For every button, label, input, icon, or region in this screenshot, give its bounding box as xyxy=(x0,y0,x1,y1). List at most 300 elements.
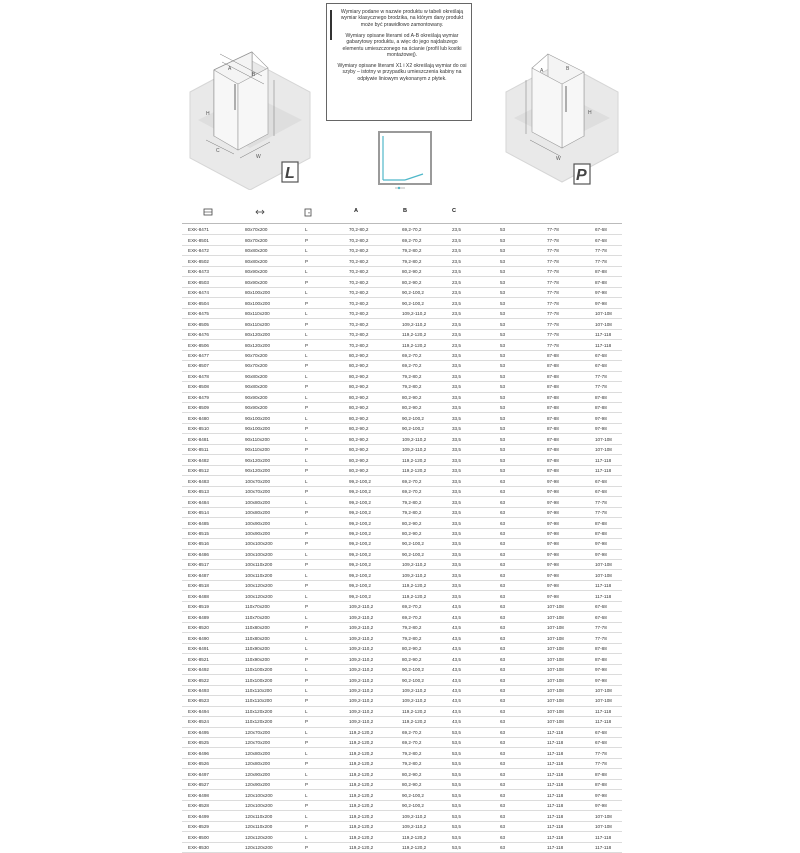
table-row xyxy=(182,298,622,308)
table-body xyxy=(182,225,622,853)
table-cell: 107-108 xyxy=(547,604,564,610)
table-row xyxy=(182,351,622,361)
table-cell: 53,5 xyxy=(452,845,461,851)
table-cell: 63 xyxy=(500,708,506,714)
table-cell: 43,5 xyxy=(452,688,461,694)
table-row xyxy=(182,560,622,570)
table-cell: 80x120x200 xyxy=(245,342,271,348)
table-cell: 79,2-80,2 xyxy=(402,510,422,516)
table-cell: 99,2-100,2 xyxy=(349,593,371,599)
table-cell: 109,2-110,2 xyxy=(349,604,374,610)
table-cell: EXK-8490 xyxy=(188,635,209,641)
table-row xyxy=(182,372,622,382)
table-cell: P xyxy=(305,824,309,830)
table-cell: 63 xyxy=(500,656,506,662)
table-cell: 117-118 xyxy=(595,719,612,725)
table-cell: 117-118 xyxy=(547,813,564,819)
table-cell: 79,2-80,2 xyxy=(402,625,422,631)
table-cell: 63 xyxy=(500,551,506,557)
table-cell: EXK-8479 xyxy=(188,394,209,400)
table-cell: 33,5 xyxy=(452,530,461,536)
table-cell: 67-68 xyxy=(595,729,607,735)
table-cell: EXK-8483 xyxy=(188,478,209,484)
shower-tray-icon xyxy=(203,208,213,218)
table-cell: 97-98 xyxy=(547,530,559,536)
table-cell: 63 xyxy=(500,489,506,495)
table-cell: 90,2-100,2 xyxy=(402,415,424,421)
table-cell: 90x90x200 xyxy=(245,405,268,411)
table-row xyxy=(182,340,622,350)
table-cell: P xyxy=(305,258,309,264)
table-cell: 117-118 xyxy=(547,824,564,830)
table-cell: 43,5 xyxy=(452,614,461,620)
table-cell: 79,2-80,2 xyxy=(402,258,422,264)
table-cell: EXK-8478 xyxy=(188,373,209,379)
table-cell: 109,2-110,2 xyxy=(402,824,427,830)
table-cell: 33,5 xyxy=(452,583,461,589)
table-row xyxy=(182,550,622,560)
table-cell: L xyxy=(305,729,308,735)
table-cell: P xyxy=(305,468,309,474)
table-cell: EXK-8521 xyxy=(188,656,209,662)
table-cell: 80,2-90,2 xyxy=(402,656,422,662)
table-cell: 90,2-100,2 xyxy=(402,290,424,296)
table-cell: 80,2-90,2 xyxy=(402,520,422,526)
table-cell: EXK-8526 xyxy=(188,761,209,767)
table-cell: 99,2-100,2 xyxy=(349,510,371,516)
table-cell: 70,2-80,2 xyxy=(349,237,369,243)
table-cell: 80,2-90,2 xyxy=(349,468,369,474)
table-cell: 70,2-80,2 xyxy=(349,258,369,264)
table-cell: EXK-8488 xyxy=(188,593,209,599)
table-cell: 97-98 xyxy=(547,562,559,568)
table-cell: EXK-8484 xyxy=(188,499,209,505)
table-cell: 107-108 xyxy=(547,688,564,694)
table-cell: 100x110x200 xyxy=(245,562,273,568)
table-cell: 117-118 xyxy=(547,792,564,798)
table-cell: EXK-8491 xyxy=(188,646,209,652)
table-row xyxy=(182,843,622,853)
table-cell: 100x100x200 xyxy=(245,551,273,557)
table-cell: 80,2-90,2 xyxy=(349,405,369,411)
label-c: C xyxy=(216,148,220,154)
table-row xyxy=(182,717,622,727)
table-row xyxy=(182,476,622,486)
table-cell: 80x70x200 xyxy=(245,237,268,243)
label-a-right: A xyxy=(540,68,544,74)
table-cell: 119,2-120,2 xyxy=(402,342,427,348)
dimensions-note xyxy=(326,3,472,121)
table-cell: 67-68 xyxy=(595,237,607,243)
table-cell: 79,2-80,2 xyxy=(402,499,422,505)
table-cell: 119,2-120,2 xyxy=(349,803,374,809)
table-cell: 109,2-110,2 xyxy=(349,677,374,683)
table-cell: EXK-8501 xyxy=(188,237,209,243)
table-cell: 69,2-70,2 xyxy=(402,353,422,359)
table-cell: 67-68 xyxy=(595,363,607,369)
table-cell: 67-68 xyxy=(595,478,607,484)
table-cell: EXK-8505 xyxy=(188,321,209,327)
table-cell: 63 xyxy=(500,520,506,526)
table-cell: 53,5 xyxy=(452,813,461,819)
table-cell: 33,5 xyxy=(452,562,461,568)
table-cell: 43,5 xyxy=(452,646,461,652)
table-cell: EXK-8506 xyxy=(188,342,209,348)
table-cell: 99,2-100,2 xyxy=(349,572,371,578)
table-cell: 53,5 xyxy=(452,824,461,830)
table-cell: EXK-8492 xyxy=(188,667,209,673)
table-row xyxy=(182,738,622,748)
table-cell: 53 xyxy=(500,447,506,453)
table-cell: 80,2-90,2 xyxy=(349,373,369,379)
table-cell: 53 xyxy=(500,248,506,254)
table-cell: 77-78 xyxy=(595,384,607,390)
table-cell: 90x70x200 xyxy=(245,353,268,359)
table-row xyxy=(182,633,622,643)
table-row xyxy=(182,256,622,266)
table-cell: 107-108 xyxy=(595,824,612,830)
table-row xyxy=(182,822,622,832)
table-cell: 90,2-100,2 xyxy=(402,541,424,547)
table-cell: 117-118 xyxy=(547,782,564,788)
table-cell: 70,2-80,2 xyxy=(349,290,369,296)
table-cell: 87-88 xyxy=(547,436,559,442)
table-cell: 67-68 xyxy=(595,604,607,610)
table-cell: L xyxy=(305,373,308,379)
table-cell: 53 xyxy=(500,227,506,233)
table-cell: 70,2-80,2 xyxy=(349,342,369,348)
table-cell: 63 xyxy=(500,572,506,578)
table-cell: 107-108 xyxy=(595,321,612,327)
table-cell: 97-98 xyxy=(547,583,559,589)
table-cell: 63 xyxy=(500,729,506,735)
table-cell: EXK-8527 xyxy=(188,782,209,788)
table-cell: 90,2-100,2 xyxy=(402,803,424,809)
table-cell: 23,5 xyxy=(452,258,461,264)
table-row xyxy=(182,602,622,612)
table-cell: 100x70x200 xyxy=(245,478,271,484)
table-cell: 119,2-120,2 xyxy=(349,740,374,746)
table-cell: 87-88 xyxy=(547,363,559,369)
note-paragraph-2: Wymiary opisane literami od A-B określają wymiar gabarytowy produktu, a więc do jego najdalszego elementu umieszczonego na ścianie (profil lub kostki montażowej). xyxy=(342,32,462,58)
table-cell: 80,2-90,2 xyxy=(349,426,369,432)
table-cell: 110x110x200 xyxy=(245,698,272,704)
table-cell: 117-118 xyxy=(547,740,564,746)
table-cell: 53,5 xyxy=(452,834,461,840)
table-cell: 67-68 xyxy=(595,227,607,233)
table-cell: P xyxy=(305,698,309,704)
table-cell: 120x70x200 xyxy=(245,729,271,735)
table-cell: 87-88 xyxy=(595,520,607,526)
table-cell: 120x80x200 xyxy=(245,750,271,756)
table-cell: 63 xyxy=(500,677,506,683)
table-cell: 107-108 xyxy=(595,698,612,704)
table-cell: EXK-8494 xyxy=(188,708,209,714)
table-cell: 90x110x200 xyxy=(245,436,270,442)
table-cell: L xyxy=(305,834,308,840)
table-cell: P xyxy=(305,625,309,631)
table-cell: 77-78 xyxy=(595,635,607,641)
table-cell: 63 xyxy=(500,478,506,484)
table-cell: P xyxy=(305,562,309,568)
table-cell: 107-108 xyxy=(547,667,564,673)
table-cell: 43,5 xyxy=(452,677,461,683)
table-cell: L xyxy=(305,635,308,641)
table-cell: 97-98 xyxy=(547,520,559,526)
table-cell: P xyxy=(305,803,309,809)
table-cell: 33,5 xyxy=(452,593,461,599)
table-cell: 43,5 xyxy=(452,625,461,631)
table-cell: 43,5 xyxy=(452,604,461,610)
table-cell: 119,2-120,2 xyxy=(349,729,374,735)
table-cell: 87-88 xyxy=(595,405,607,411)
table-cell: 53 xyxy=(500,321,506,327)
table-cell: 80,2-90,2 xyxy=(349,415,369,421)
table-cell: 77-78 xyxy=(595,761,607,767)
table-cell: 53 xyxy=(500,342,506,348)
table-cell: 119,2-120,2 xyxy=(402,845,427,851)
table-cell: 23,5 xyxy=(452,300,461,306)
table-cell: 77-78 xyxy=(547,248,559,254)
table-row xyxy=(182,518,622,528)
table-cell: 80,2-90,2 xyxy=(349,353,369,359)
table-cell: 97-98 xyxy=(547,478,559,484)
table-cell: P xyxy=(305,237,309,243)
table-cell: 77-78 xyxy=(595,625,607,631)
table-cell: 53 xyxy=(500,269,506,275)
table-row xyxy=(182,728,622,738)
table-cell: EXK-8517 xyxy=(188,562,209,568)
table-cell: 53,5 xyxy=(452,729,461,735)
table-cell: 109,2-110,2 xyxy=(349,719,374,725)
table-row xyxy=(182,235,622,245)
header-b: B xyxy=(403,208,408,214)
table-cell: 77-78 xyxy=(595,258,607,264)
table-cell: L xyxy=(305,813,308,819)
table-cell: P xyxy=(305,740,309,746)
table-cell: 109,2-110,2 xyxy=(349,646,374,652)
table-cell: 107-108 xyxy=(547,677,564,683)
table-cell: P xyxy=(305,489,309,495)
table-cell: 107-108 xyxy=(595,562,612,568)
table-cell: 53 xyxy=(500,332,506,338)
table-row xyxy=(182,225,622,235)
label-b-right: B xyxy=(566,66,570,72)
table-cell: 53 xyxy=(500,384,506,390)
table-cell: 107-108 xyxy=(595,311,612,317)
table-row xyxy=(182,748,622,758)
table-row xyxy=(182,403,622,413)
table-row xyxy=(182,309,622,319)
table-cell: EXK-8518 xyxy=(188,583,209,589)
table-cell: 99,2-100,2 xyxy=(349,489,371,495)
table-cell: 43,5 xyxy=(452,708,461,714)
table-row xyxy=(182,330,622,340)
table-cell: P xyxy=(305,604,309,610)
table-cell: 117-118 xyxy=(595,583,612,589)
table-cell: 63 xyxy=(500,771,506,777)
table-cell: P xyxy=(305,426,309,432)
table-cell: EXK-8525 xyxy=(188,740,209,746)
table-cell: 63 xyxy=(500,625,506,631)
table-cell: 33,5 xyxy=(452,405,461,411)
table-cell: 33,5 xyxy=(452,468,461,474)
table-cell: 87-88 xyxy=(595,782,607,788)
table-cell: EXK-8528 xyxy=(188,803,209,809)
table-cell: 109,2-110,2 xyxy=(402,436,427,442)
table-cell: P xyxy=(305,677,309,683)
table-cell: EXK-8516 xyxy=(188,541,209,547)
table-cell: P xyxy=(305,405,309,411)
table-cell: EXK-8507 xyxy=(188,363,209,369)
table-cell: EXK-8529 xyxy=(188,824,209,830)
table-cell: 119,2-120,2 xyxy=(402,834,427,840)
table-cell: 70,2-80,2 xyxy=(349,332,369,338)
table-cell: 119,2-120,2 xyxy=(402,583,427,589)
table-cell: 53 xyxy=(500,436,506,442)
table-cell: 63 xyxy=(500,593,506,599)
table-cell: 109,2-110,2 xyxy=(402,813,427,819)
table-cell: 33,5 xyxy=(452,436,461,442)
table-cell: 33,5 xyxy=(452,520,461,526)
table-cell: L xyxy=(305,394,308,400)
table-cell: 53 xyxy=(500,300,506,306)
table-cell: L xyxy=(305,688,308,694)
table-cell: 109,2-110,2 xyxy=(402,572,427,578)
label-h: H xyxy=(206,111,210,117)
table-cell: 90x80x200 xyxy=(245,384,268,390)
table-cell: 117-118 xyxy=(595,468,612,474)
table-cell: 63 xyxy=(500,530,506,536)
table-cell: 120x120x200 xyxy=(245,845,273,851)
table-cell: 87-88 xyxy=(547,384,559,390)
table-cell: 119,2-120,2 xyxy=(349,845,374,851)
table-cell: 120x100x200 xyxy=(245,792,273,798)
table-cell: L xyxy=(305,353,308,359)
table-row xyxy=(182,487,622,497)
table-cell: 63 xyxy=(500,782,506,788)
table-cell: EXK-8512 xyxy=(188,468,209,474)
table-cell: 69,2-70,2 xyxy=(402,478,422,484)
table-cell: 63 xyxy=(500,698,506,704)
table-cell: 53 xyxy=(500,415,506,421)
table-cell: 119,2-120,2 xyxy=(349,771,374,777)
label-b: B xyxy=(252,72,256,78)
table-cell: 63 xyxy=(500,845,506,851)
table-cell: 107-108 xyxy=(595,688,612,694)
table-cell: 100x120x200 xyxy=(245,593,273,599)
table-row xyxy=(182,801,622,811)
table-cell: EXK-8498 xyxy=(188,792,209,798)
table-row xyxy=(182,497,622,507)
table-row xyxy=(182,466,622,476)
table-row xyxy=(182,529,622,539)
table-cell: 80x90x200 xyxy=(245,269,268,275)
table-cell: P xyxy=(305,321,309,327)
table-cell: 43,5 xyxy=(452,656,461,662)
table-cell: 107-108 xyxy=(547,698,564,704)
table-cell: 117-118 xyxy=(595,593,612,599)
table-cell: 79,2-80,2 xyxy=(402,761,422,767)
table-cell: 80,2-90,2 xyxy=(349,384,369,390)
table-cell: 23,5 xyxy=(452,269,461,275)
table-cell: 119,2-120,2 xyxy=(349,824,374,830)
table-cell: 120x110x200 xyxy=(245,824,273,830)
table-cell: 77-78 xyxy=(547,237,559,243)
table-cell: 90,2-100,2 xyxy=(402,300,424,306)
table-cell: 43,5 xyxy=(452,635,461,641)
table-cell: 109,2-110,2 xyxy=(402,562,427,568)
table-cell: 67-68 xyxy=(595,740,607,746)
table-cell: 63 xyxy=(500,510,506,516)
table-row xyxy=(182,686,622,696)
table-cell: 77-78 xyxy=(595,750,607,756)
table-cell: 99,2-100,2 xyxy=(349,499,371,505)
table-cell: P xyxy=(305,530,309,536)
table-row xyxy=(182,654,622,664)
table-cell: P xyxy=(305,719,309,725)
table-cell: 80,2-90,2 xyxy=(349,363,369,369)
table-cell: 90x120x200 xyxy=(245,457,271,463)
table-cell: 109,2-110,2 xyxy=(349,625,374,631)
table-cell: EXK-8473 xyxy=(188,269,209,275)
table-row xyxy=(182,445,622,455)
table-cell: EXK-8475 xyxy=(188,311,209,317)
table-cell: 99,2-100,2 xyxy=(349,478,371,484)
table-cell: 90,2-100,2 xyxy=(402,426,424,432)
table-cell: 107-108 xyxy=(547,708,564,714)
table-cell: EXK-8530 xyxy=(188,845,209,851)
table-cell: 53,5 xyxy=(452,803,461,809)
table-row xyxy=(182,277,622,287)
table-cell: 109,2-110,2 xyxy=(349,635,374,641)
table-row xyxy=(182,612,622,622)
table-cell: 117-118 xyxy=(547,729,564,735)
table-cell: 69,2-70,2 xyxy=(402,237,422,243)
table-cell: 107-108 xyxy=(595,572,612,578)
table-cell: 33,5 xyxy=(452,373,461,379)
table-cell: 33,5 xyxy=(452,363,461,369)
table-cell: 80,2-90,2 xyxy=(402,782,422,788)
table-cell: 23,5 xyxy=(452,279,461,285)
table-cell: 97-98 xyxy=(547,510,559,516)
table-cell: EXK-8508 xyxy=(188,384,209,390)
table-cell: P xyxy=(305,447,309,453)
table-cell: 53 xyxy=(500,405,506,411)
table-cell: EXK-8487 xyxy=(188,572,209,578)
table-cell: 53 xyxy=(500,290,506,296)
table-cell: 109,2-110,2 xyxy=(402,311,427,317)
label-w-right: W xyxy=(556,156,561,162)
table-cell: 33,5 xyxy=(452,510,461,516)
table-cell: EXK-8520 xyxy=(188,625,209,631)
table-cell: 63 xyxy=(500,792,506,798)
table-cell: 80,2-90,2 xyxy=(402,646,422,652)
table-row xyxy=(182,424,622,434)
table-cell: 107-108 xyxy=(547,719,564,725)
table-cell: 80,2-90,2 xyxy=(349,447,369,453)
table-cell: 69,2-70,2 xyxy=(402,363,422,369)
table-cell: 90x100x200 xyxy=(245,415,271,421)
table-cell: 117-118 xyxy=(547,771,564,777)
table-cell: 97-98 xyxy=(595,415,607,421)
table-cell: 107-108 xyxy=(595,436,612,442)
table-cell: 90,2-100,2 xyxy=(402,551,424,557)
table-cell: P xyxy=(305,342,309,348)
header-a: A xyxy=(354,208,359,214)
table-cell: 117-118 xyxy=(547,803,564,809)
table-cell: EXK-8519 xyxy=(188,604,209,610)
